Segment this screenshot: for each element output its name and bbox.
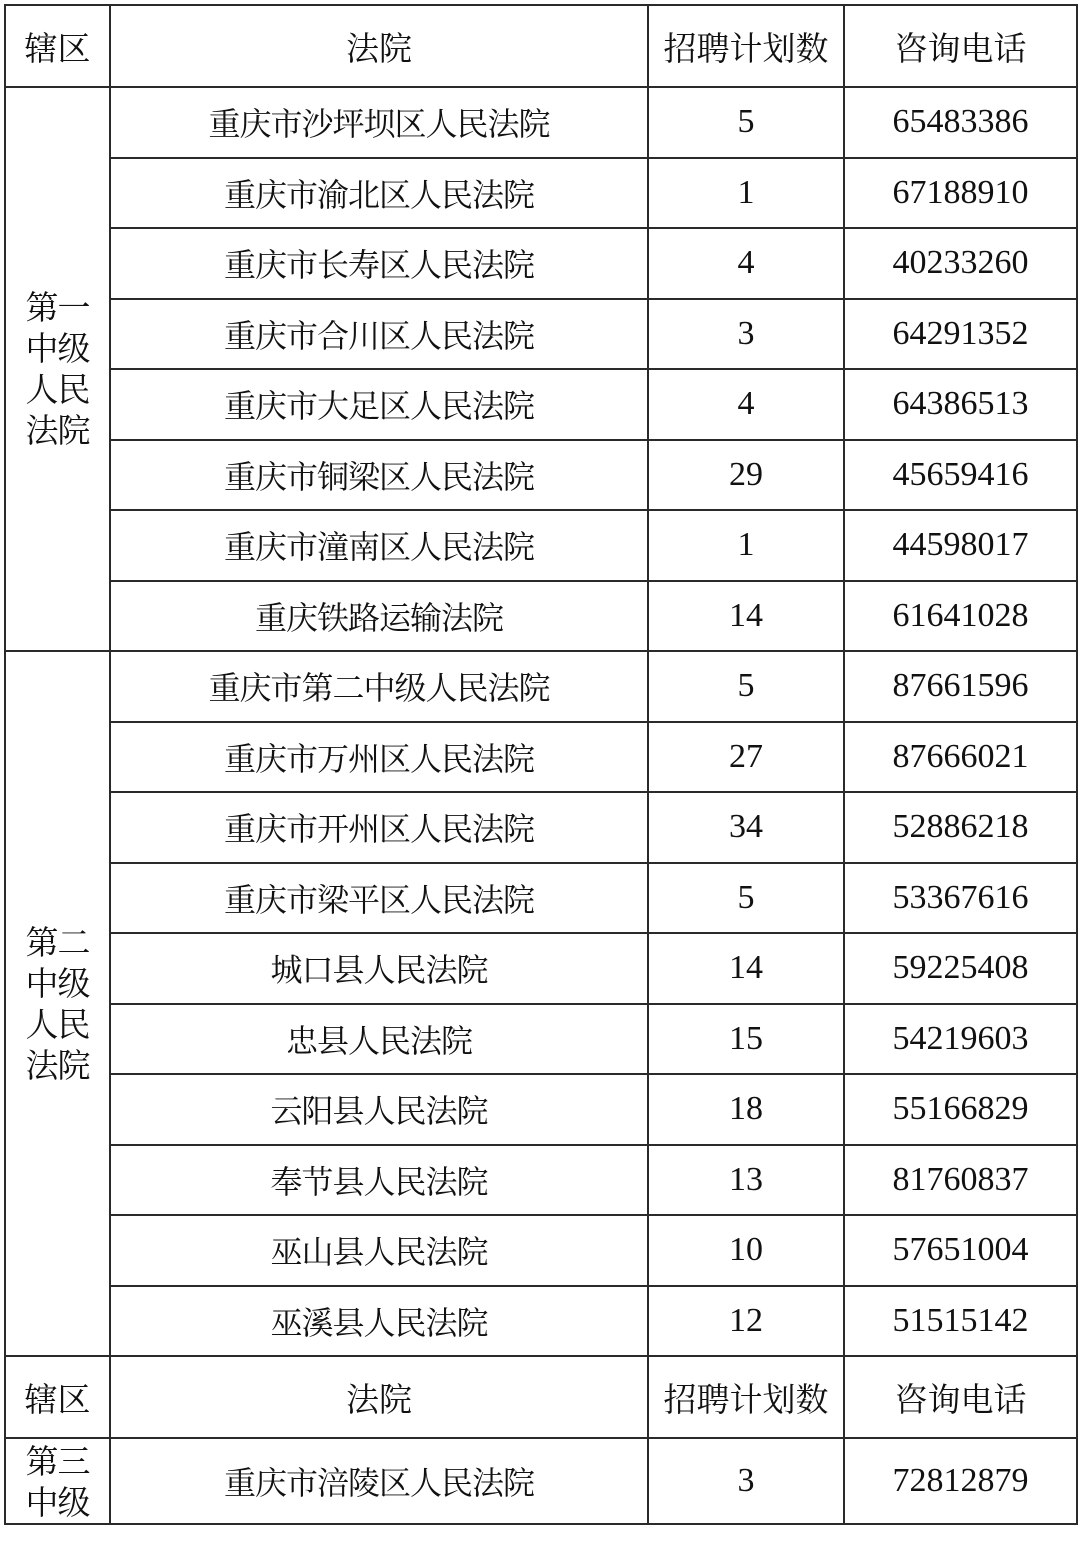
header-region: 辖区: [5, 1356, 110, 1438]
recruit-count: 10: [648, 1215, 844, 1286]
recruit-count: 27: [648, 722, 844, 793]
recruit-count: 12: [648, 1286, 844, 1357]
court-name: 重庆铁路运输法院: [110, 581, 648, 652]
phone-number: 61641028: [844, 581, 1077, 652]
court-name: 重庆市大足区人民法院: [110, 369, 648, 440]
court-name: 重庆市万州区人民法院: [110, 722, 648, 793]
court-name: 重庆市潼南区人民法院: [110, 510, 648, 581]
recruit-count: 4: [648, 228, 844, 299]
phone-number: 55166829: [844, 1074, 1077, 1145]
table-row: [5, 722, 1077, 793]
table-row: [5, 863, 1077, 934]
table-row: [5, 933, 1077, 1004]
phone-number: 65483386: [844, 87, 1077, 158]
court-name: 巫山县人民法院: [110, 1215, 648, 1286]
recruit-count: 15: [648, 1004, 844, 1075]
table-row: [5, 87, 1077, 158]
table-row: [5, 792, 1077, 863]
table-row: [5, 299, 1077, 370]
phone-number: 59225408: [844, 933, 1077, 1004]
table-row: [5, 651, 1077, 722]
court-name: 云阳县人民法院: [110, 1074, 648, 1145]
phone-number: 51515142: [844, 1286, 1077, 1357]
court-recruitment-table: [4, 4, 1078, 1525]
region-cell-third-intermediate-court: 第三 中级: [5, 1438, 110, 1524]
repeat-header-row: [5, 1356, 1077, 1438]
recruit-count: 5: [648, 651, 844, 722]
recruit-count: 5: [648, 863, 844, 934]
recruit-count: 34: [648, 792, 844, 863]
table-row: [5, 158, 1077, 229]
table-row: [5, 440, 1077, 511]
recruit-count: 18: [648, 1074, 844, 1145]
court-name: 重庆市沙坪坝区人民法院: [110, 87, 648, 158]
header-region: 辖区: [5, 5, 110, 87]
court-name: 忠县人民法院: [110, 1004, 648, 1075]
phone-number: 45659416: [844, 440, 1077, 511]
table-row: [5, 1004, 1077, 1075]
court-name: 重庆市长寿区人民法院: [110, 228, 648, 299]
court-name: 重庆市开州区人民法院: [110, 792, 648, 863]
court-name: 奉节县人民法院: [110, 1145, 648, 1216]
recruit-count: 1: [648, 158, 844, 229]
recruit-count: 3: [648, 299, 844, 370]
phone-number: 57651004: [844, 1215, 1077, 1286]
phone-number: 87661596: [844, 651, 1077, 722]
header-phone: 咨询电话: [844, 5, 1077, 87]
recruit-count: 1: [648, 510, 844, 581]
table-row: [5, 1145, 1077, 1216]
phone-number: 52886218: [844, 792, 1077, 863]
header-phone: 咨询电话: [844, 1356, 1077, 1438]
phone-number: 40233260: [844, 228, 1077, 299]
header-court: 法院: [110, 1356, 648, 1438]
phone-number: 64386513: [844, 369, 1077, 440]
phone-number: 72812879: [844, 1438, 1077, 1524]
table-row: [5, 369, 1077, 440]
phone-number: 64291352: [844, 299, 1077, 370]
table-row: [5, 1438, 1077, 1524]
recruit-count: 13: [648, 1145, 844, 1216]
recruit-count: 4: [648, 369, 844, 440]
header-court: 法院: [110, 5, 648, 87]
table-row: [5, 510, 1077, 581]
table-row: [5, 1215, 1077, 1286]
region-cell-second-intermediate-court: 第二 中级 人民 法院: [5, 651, 110, 1356]
recruit-count: 29: [648, 440, 844, 511]
court-name: 重庆市涪陵区人民法院: [110, 1438, 648, 1524]
header-row: [5, 5, 1077, 87]
court-name: 重庆市渝北区人民法院: [110, 158, 648, 229]
recruit-count: 5: [648, 87, 844, 158]
table-row: [5, 1286, 1077, 1357]
court-name: 巫溪县人民法院: [110, 1286, 648, 1357]
phone-number: 87666021: [844, 722, 1077, 793]
recruit-count: 14: [648, 581, 844, 652]
court-name: 重庆市第二中级人民法院: [110, 651, 648, 722]
header-count: 招聘计划数: [648, 5, 844, 87]
phone-number: 54219603: [844, 1004, 1077, 1075]
recruit-count: 3: [648, 1438, 844, 1524]
table-row: [5, 581, 1077, 652]
table-row: [5, 1074, 1077, 1145]
phone-number: 53367616: [844, 863, 1077, 934]
phone-number: 44598017: [844, 510, 1077, 581]
header-count: 招聘计划数: [648, 1356, 844, 1438]
court-name: 重庆市合川区人民法院: [110, 299, 648, 370]
phone-number: 67188910: [844, 158, 1077, 229]
court-name: 重庆市梁平区人民法院: [110, 863, 648, 934]
court-name: 重庆市铜梁区人民法院: [110, 440, 648, 511]
recruit-count: 14: [648, 933, 844, 1004]
table-row: [5, 228, 1077, 299]
court-name: 城口县人民法院: [110, 933, 648, 1004]
phone-number: 81760837: [844, 1145, 1077, 1216]
region-cell-first-intermediate-court: 第一 中级 人民 法院: [5, 87, 110, 651]
